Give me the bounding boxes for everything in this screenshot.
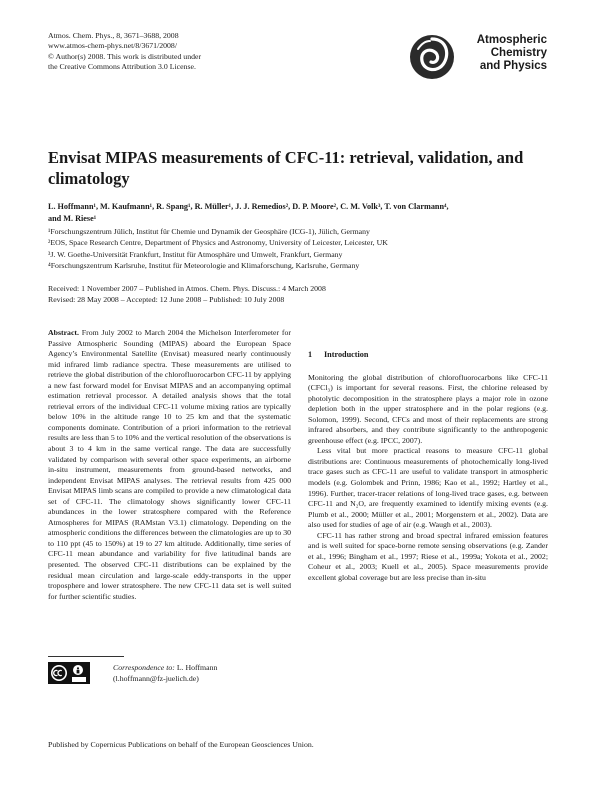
cc-by-license-icon[interactable]: [48, 662, 90, 684]
abstract-heading: Abstract.: [48, 328, 79, 337]
correspondence-note: [113, 662, 217, 684]
correspondence-email[interactable]: (l.hoffmann@fz-juelich.de): [113, 674, 199, 683]
affiliation-4: ⁴Forschungszentrum Karlsruhe, Institut für Meteorologie and Klimaforschung, Karlsruhe, Germany: [48, 261, 360, 271]
egu-spiral-logo-icon: [410, 31, 456, 83]
paper-title: Envisat MIPAS measurements of CFC-11: retrieval, validation, and climatology: [48, 148, 524, 188]
journal-url[interactable]: www.atmos-chem-phys.net/8/3671/2008/: [48, 41, 177, 51]
affiliation-1: ¹Forschungszentrum Jülich, Institut für Chemie und Dynamik der Geosphäre (ICG-1), Jülich, Germany: [48, 227, 370, 236]
dates-line-2: Revised: 28 May 2008 – Accepted: 12 June 2008 – Published: 10 July 2008: [48, 295, 285, 305]
correspondence-name: L. Hoffmann: [176, 663, 218, 672]
authors-line-2: and M. Riese¹: [48, 213, 97, 223]
section-heading: [308, 350, 548, 361]
publisher-line: Published by Copernicus Publications on behalf of the European Geosciences Union.: [48, 740, 314, 749]
correspondence-label: Correspondence to:: [113, 663, 175, 672]
intro-paragraph-1: Monitoring the global distribution of chlorofluorocarbons like CFC-11 (CFCl₃) is important for several reasons. First, the chlorine released by photolytic decomposition in the stratosphere plays a major role in ozone depletion both in the upper stratosphere and in the polar regions (e.g. Solomon, 1999). Second, CFCs and most of their replacements are strong infrared absorbers, and they contribute significantly to the anthropogenic greenhouse effect (e.g. IPCC, 2007).: [308, 372, 548, 445]
section-title: Introduction: [324, 350, 369, 359]
logo-line-1: Atmospheric: [476, 34, 547, 46]
journal-citation: Atmos. Chem. Phys., 8, 3671–3688, 2008: [48, 31, 179, 40]
logo-wordmark: [456, 34, 547, 72]
author-list: [48, 201, 548, 224]
section-number: 1: [308, 350, 313, 359]
affiliation-2: ²EOS, Space Research Centre, Department of Physics and Astronomy, University of Leicester, Leicester, UK: [48, 238, 388, 248]
authors-line-1: L. Hoffmann¹, M. Kaufmann¹, R. Spang¹, R. Müller¹, J. J. Remedios², D. P. Moore², C. M. Volk³, T. von Clarmann⁴,: [48, 202, 449, 211]
abstract-text: From July 2002 to March 2004 the Michelson Interferometer for Passive Atmospheric Sounding (MIPAS) aboard the European Space Agency’s Environmental Satellite (Envisat) measured nearly continuously mid infrared limb radiance spectra. These measurements are utilised to retrieve the global distribution of the chlorofluorocarbon CFC-11 by applying a new fast forward model for Envisat MIPAS and an accompanying optimal estimation retrieval processor. A detailed analysis shows that the total retrieval errors of the individual CFC-11 volume mixing ratios are typically below 10% in the altitude range 10 to 25 km and that the systematic components dominate. Contribution of a priori information to the retrieval results are less than 5 to 10% and the vertical resolution of the observations is about 3 to 4 km in the same vertical range. The data are successfully validated by comparison with several other space experiments, an airborne in-situ instrument, measurements from ground-based networks, and independent Envisat MIPAS analyses. The retrieval results from 425 000 Envisat MIPAS limb scans are compiled to provide a new climatological data set of CFC-11. The climatology shows significantly lower CFC-11 abundances in the lower stratosphere compared with the Reference Atmospheres for MIPAS (RAMstan V3.1) climatology. Depending on the atmospheric conditions the differences between the climatologies are up to 30 to 110 ppt (45 to 150%) at 19 to 27 km altitude. Additionally, time series of CFC-11 mean abundance and variability for five latitudinal bands are presented. The observed CFC-11 distributions can be explained by the residual mean circulation and large-scale eddy-transports in the upper troposphere and lower stratosphere. The new CFC-11 data set is well suited for further scientific studies.: [48, 328, 292, 601]
logo-line-2: Chemistry: [490, 46, 547, 59]
abstract-column: [48, 328, 291, 602]
footnote-divider: [48, 656, 124, 657]
intro-paragraph-3: CFC-11 has rather strong and broad spectral infrared emission features and is well suited for space-borne remote sensing observations (e.g. Zander et al., 1996; Bingham et al., 1997; Riese et al., 1999a; Yokota et al., 2002; Coheur et al., 2003; Kuell et al., 2005). Space measurements provide excellent global coverage but are less precise than in-situ: [308, 530, 548, 582]
intro-paragraph-2: Less vital but more practical reasons to measure CFC-11 global distributions are: Continuous measurements of photochemically long-lived trace gases such as CFC-11 are useful to validate transport in atmospheric models (e.g. Golombek and Prinn, 1986; Kao et al., 1992; Hartley et al., 1996). Further, tracer-tracer relations of long-lived trace gases, e.g. between CFC-11 and N₂O, are frequently examined to identify mixing events (e.g. Plumb et al., 2000; Müller et al., 2001; Morgenstern et al., 2002). Data are also used for studies of age of air (e.g. Waugh et al., 2003).: [308, 446, 548, 530]
logo-line-3: and Physics: [479, 59, 547, 72]
right-column: [308, 328, 548, 583]
journal-logo: [410, 31, 550, 83]
affiliations: [48, 226, 548, 272]
affiliation-3: ³J. W. Goethe-Universität Frankfurt, Institut für Atmosphäre und Umwelt, Frankfurt, Germany: [48, 249, 343, 259]
abstract: [48, 328, 291, 602]
license-line: the Creative Commons Attribution 3.0 License.: [48, 62, 196, 72]
copyright-line: © Author(s) 2008. This work is distributed under: [48, 51, 202, 61]
dates-line-1: Received: 1 November 2007 – Published in Atmos. Chem. Phys. Discuss.: 4 March 2008: [48, 284, 326, 293]
publication-dates: [48, 283, 326, 305]
header-meta: [48, 31, 201, 73]
